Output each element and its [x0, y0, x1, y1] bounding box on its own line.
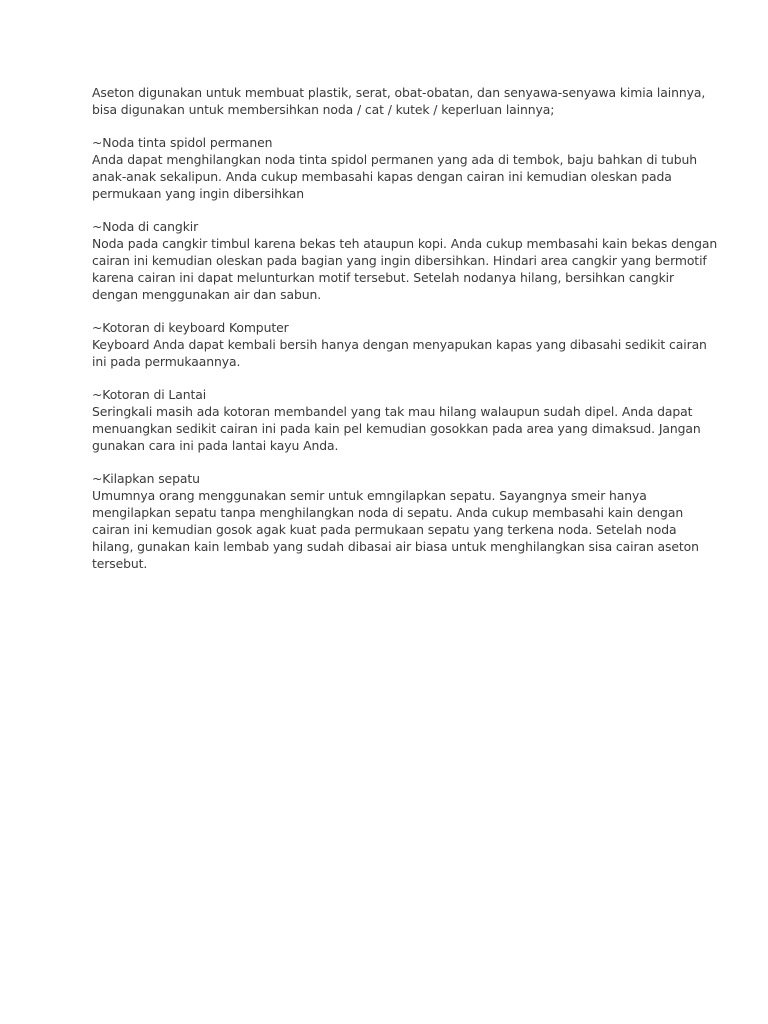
section-keyboard	[92, 319, 707, 370]
section-line: tersebut.	[92, 556, 148, 571]
section-line: ini pada permukaannya.	[92, 354, 241, 369]
section-line: hilang, gunakan kain lembab yang sudah dibasai air biasa untuk menghilangkan sisa cairan aseton	[92, 539, 699, 554]
section-line: karena cairan ini dapat melunturkan motif tersebut. Setelah nodanya hilang, bersihkan cangkir	[92, 270, 674, 285]
section-line: dengan menggunakan air dan sabun.	[92, 287, 322, 302]
section-heading: ~Noda di cangkir	[92, 219, 199, 234]
section-lantai	[92, 386, 701, 454]
section-heading: ~Kotoran di Lantai	[92, 387, 207, 402]
section-line: Anda dapat menghilangkan noda tinta spidol permanen yang ada di tembok, baju bahkan di tubuh	[92, 152, 698, 167]
section-line: Umumnya orang menggunakan semir untuk emngilapkan sepatu. Sayangnya smeir hanya	[92, 488, 647, 503]
section-line: Seringkali masih ada kotoran membandel yang tak mau hilang walaupun sudah dipel. Anda dapat	[92, 404, 693, 419]
intro-paragraph	[92, 84, 706, 118]
section-line: Noda pada cangkir timbul karena bekas teh ataupun kopi. Anda cukup membasahi kain bekas dengan	[92, 236, 718, 251]
intro-line: Aseton digunakan untuk membuat plastik, serat, obat-obatan, dan senyawa-senyawa kimia lainnya,	[92, 85, 706, 100]
section-line: gunakan cara ini pada lantai kayu Anda.	[92, 438, 339, 453]
section-line: cairan ini kemudian gosok agak kuat pada permukaan sepatu yang terkena noda. Setelah noda	[92, 522, 677, 537]
intro-line: bisa digunakan untuk membersihkan noda / cat / kutek / keperluan lainnya;	[92, 102, 555, 117]
section-line: cairan ini kemudian oleskan pada bagian yang ingin dibersihkan. Hindari area cangkir yang bermotif	[92, 253, 707, 268]
section-line: mengilapkan sepatu tanpa menghilangkan noda di sepatu. Anda cukup membasahi kain dengan	[92, 505, 684, 520]
section-noda-cangkir	[92, 218, 718, 303]
section-heading: ~Noda tinta spidol permanen	[92, 135, 273, 150]
document-body	[92, 84, 718, 588]
section-sepatu	[92, 470, 699, 572]
section-line: Keyboard Anda dapat kembali bersih hanya dengan menyapukan kapas yang dibasahi sedikit cairan	[92, 337, 707, 352]
section-line: anak-anak sekalipun. Anda cukup membasahi kapas dengan cairan ini kemudian oleskan pada	[92, 169, 672, 184]
section-heading: ~Kotoran di keyboard Komputer	[92, 320, 289, 335]
section-noda-tinta	[92, 134, 698, 202]
section-line: menuangkan sedikit cairan ini pada kain pel kemudian gosokkan pada area yang dimaksud. Jangan	[92, 421, 701, 436]
section-line: permukaan yang ingin dibersihkan	[92, 186, 305, 201]
section-heading: ~Kilapkan sepatu	[92, 471, 200, 486]
